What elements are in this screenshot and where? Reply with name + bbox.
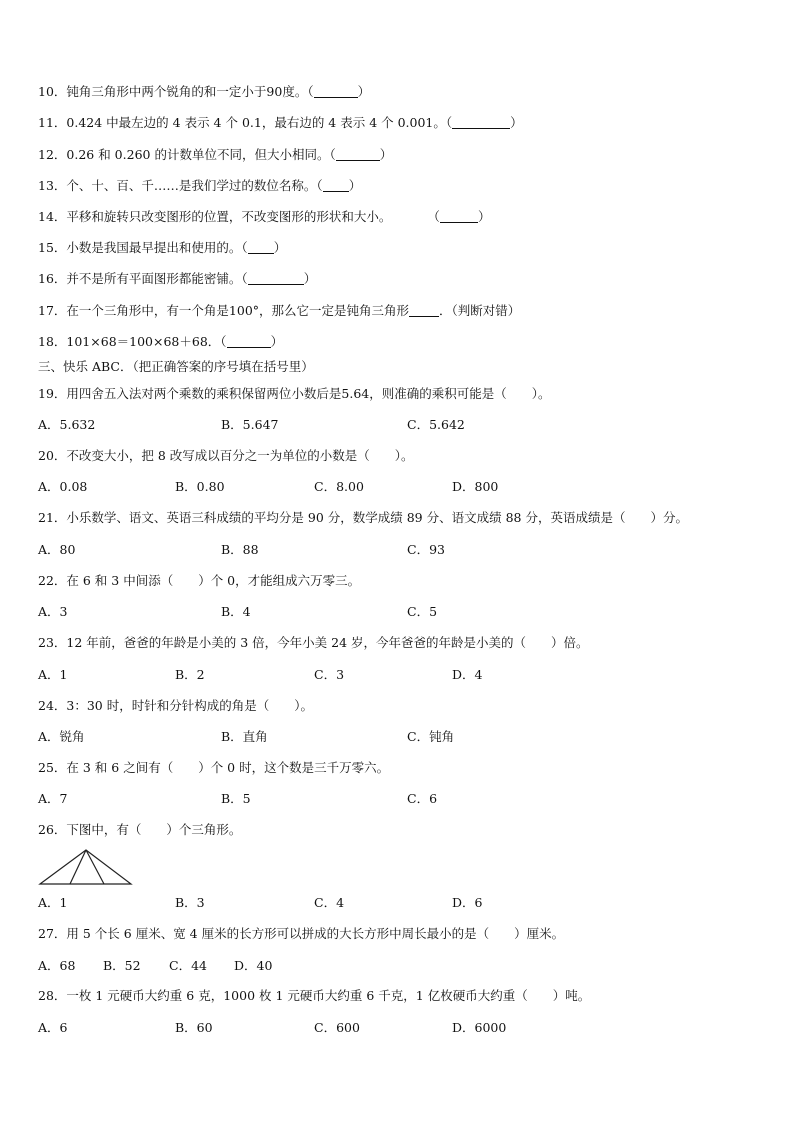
- question-20: 20．不改变大小，把 8 改写成以百分之一为单位的小数是（ ）。: [38, 448, 414, 463]
- option-b[interactable]: B．60: [175, 1020, 213, 1035]
- option-b[interactable]: B．88: [221, 542, 259, 557]
- option-d[interactable]: D．6: [452, 895, 483, 910]
- answer-blank[interactable]: [314, 85, 358, 98]
- option-c[interactable]: C．4: [314, 895, 345, 910]
- question-21: 21．小乐数学、语文、英语三科成绩的平均分是 90 分，数学成绩 89 分、语文成绩 88 分，英语成绩是（ ）分。: [38, 510, 688, 525]
- option-b[interactable]: B．3: [175, 895, 205, 910]
- option-c[interactable]: C．44: [169, 958, 207, 973]
- question-18: 18．101×68＝100×68＋68．（ ）: [38, 334, 284, 349]
- section-heading: 三、快乐 ABC．（把正确答案的序号填在括号里）: [38, 359, 314, 374]
- option-b[interactable]: B．0.80: [175, 479, 225, 494]
- option-c[interactable]: C．93: [407, 542, 445, 557]
- option-c[interactable]: C．5.642: [407, 417, 465, 432]
- option-b[interactable]: B．4: [221, 604, 251, 619]
- triangle-figure: [38, 847, 134, 887]
- question-24: 24．3：30 时，时针和分针构成的角是（ ）。: [38, 698, 313, 713]
- option-a[interactable]: A．5.632: [38, 417, 96, 432]
- question-10: 10．钝角三角形中两个锐角的和一定小于90度。（ ）: [38, 84, 371, 99]
- question-15: 15．小数是我国最早提出和使用的。（ ）: [38, 240, 287, 255]
- option-d[interactable]: D．6000: [452, 1020, 507, 1035]
- answer-blank[interactable]: [227, 335, 271, 348]
- option-c[interactable]: C．6: [407, 791, 438, 806]
- option-b[interactable]: B．直角: [221, 729, 268, 744]
- option-a[interactable]: A．锐角: [38, 729, 85, 744]
- option-a[interactable]: A．1: [38, 667, 68, 682]
- question-19: 19．用四舍五入法对两个乘数的乘积保留两位小数后是5.64，则准确的乘积可能是（ ）。: [38, 386, 551, 401]
- option-b[interactable]: B．52: [103, 958, 141, 973]
- question-25: 25．在 3 和 6 之间有（ ）个 0 时，这个数是三千万零六。: [38, 760, 390, 775]
- answer-blank[interactable]: [409, 304, 439, 317]
- option-a[interactable]: A．6: [38, 1020, 68, 1035]
- option-d[interactable]: D．40: [234, 958, 273, 973]
- option-a[interactable]: A．0.08: [38, 479, 88, 494]
- option-c[interactable]: C．3: [314, 667, 345, 682]
- question-17: 17．在一个三角形中，有一个角是100°，那么它一定是钝角三角形 ．（判断对错）: [38, 303, 521, 318]
- answer-blank[interactable]: [248, 272, 304, 285]
- question-12: 12．0.26 和 0.260 的计数单位不同，但大小相同。（ ）: [38, 147, 393, 162]
- option-b[interactable]: B．5: [221, 791, 251, 806]
- question-14: 14．平移和旋转只改变图形的位置，不改变图形的形状和大小。 （ ）: [38, 209, 491, 224]
- question-23: 23．12 年前，爸爸的年龄是小美的 3 倍，今年小美 24 岁，今年爸爸的年龄是小美的（ ）倍。: [38, 635, 589, 650]
- option-b[interactable]: B．5.647: [221, 417, 279, 432]
- question-11: 11．0.424 中最左边的 4 表示 4 个 0.1，最右边的 4 表示 4 个 0.001。（ ）: [38, 115, 523, 130]
- answer-blank[interactable]: [452, 116, 510, 129]
- answer-blank[interactable]: [336, 148, 380, 161]
- question-22: 22．在 6 和 3 中间添（ ）个 0，才能组成六万零三。: [38, 573, 361, 588]
- question-27: 27．用 5 个长 6 厘米、宽 4 厘米的长方形可以拼成的大长方形中周长最小的是（ ）厘米。: [38, 926, 565, 941]
- option-a[interactable]: A．68: [38, 958, 76, 973]
- option-c[interactable]: C．8.00: [314, 479, 364, 494]
- option-d[interactable]: D．800: [452, 479, 499, 494]
- option-c[interactable]: C．600: [314, 1020, 360, 1035]
- question-13: 13．个、十、百、千……是我们学过的数位名称。（ ）: [38, 178, 362, 193]
- option-c[interactable]: C．5: [407, 604, 438, 619]
- option-a[interactable]: A．7: [38, 791, 68, 806]
- answer-blank[interactable]: [248, 241, 274, 254]
- question-16: 16．并不是所有平面图形都能密铺。（ ）: [38, 271, 317, 286]
- option-c[interactable]: C．钝角: [407, 729, 455, 744]
- question-28: 28．一枚 1 元硬币大约重 6 克，1000 枚 1 元硬币大约重 6 千克，1 亿枚硬币大约重（ ）吨。: [38, 988, 591, 1003]
- answer-blank[interactable]: [440, 210, 478, 223]
- option-d[interactable]: D．4: [452, 667, 483, 682]
- option-a[interactable]: A．1: [38, 895, 68, 910]
- answer-blank[interactable]: [323, 179, 349, 192]
- option-b[interactable]: B．2: [175, 667, 205, 682]
- option-a[interactable]: A．3: [38, 604, 68, 619]
- question-26: 26．下图中，有（ ）个三角形。: [38, 822, 242, 837]
- option-a[interactable]: A．80: [38, 542, 76, 557]
